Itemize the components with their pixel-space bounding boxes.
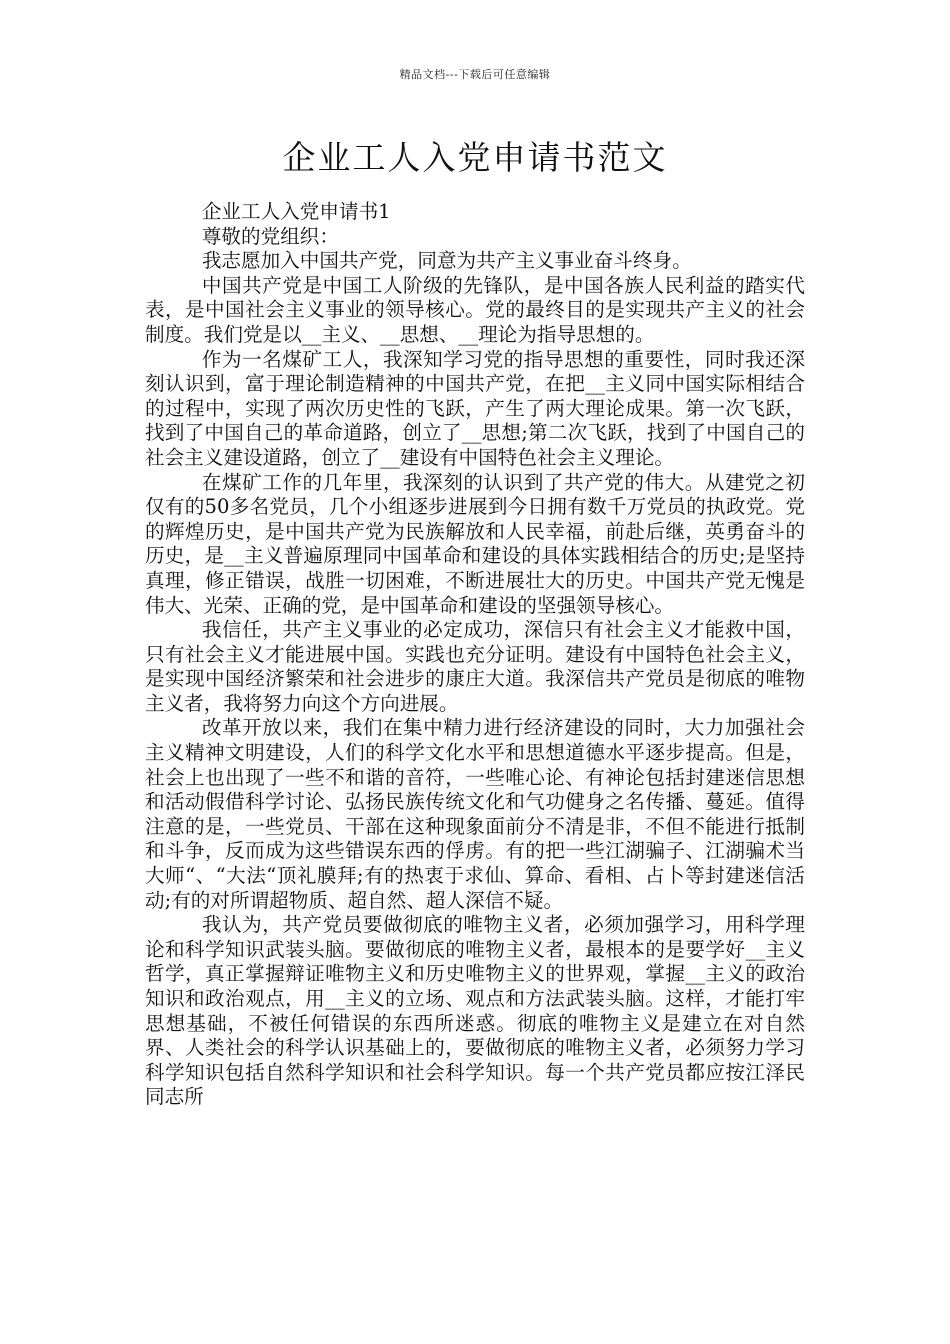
document-body (145, 200, 805, 1110)
paragraph: 中国共产党是中国工人阶级的先锋队，是中国各族人民利益的踏实代表，是中国社会主义事业的领导核心。党的最终目的是实现共产主义的社会制度。我们党是以__主义、__思想、__理论为指导思想的。 (145, 273, 805, 346)
paragraph-salutation: 尊敬的党组织： (201, 224, 339, 248)
page-header: 精品文档---下载后可任意编辑 (399, 68, 551, 81)
paragraph-heading: 企业工人入党申请书1 (201, 200, 391, 223)
paragraph: 我信任，共产主义事业的必定成功，深信只有社会主义才能救中国，只有社会主义才能进展中国。实践也充分证明。建设有中国特色社会主义，是实现中国经济繁荣和社会进步的康庄大道。我深信共产党员是彻底的唯物主义者，我将努力向这个方向进展。 (145, 618, 805, 715)
document-title: 企业工人入党申请书范文 (282, 138, 668, 177)
paragraph: 改革开放以来，我们在集中精力进行经济建设的同时，大力加强社会主义精神文明建设，人们的科学文化水平和思想道德水平逐步提高。但是，社会上也出现了一些不和谐的音符，一些唯心论、有神论包括封建迷信思想和活动假借科学讨论、弘扬民族传统文化和气功健身之名传播、蔓延。值得注意的是，一些党员、干部在这种现象面前分不清是非，不但不能进行抵制和斗争，反而成为这些错误东西的俘虏。有的把一些江湖骗子、江湖骗术当大师“、“大法“顶礼膜拜;有的热衷于求仙、算命、看相、占卜等封建迷信活动;有的对所谓超物质、超自然、超人深信不疑。 (145, 716, 805, 912)
paragraph: 我志愿加入中国共产党，同意为共产主义事业奋斗终身。 (201, 249, 692, 273)
paragraph: 作为一名煤矿工人，我深知学习党的指导思想的重要性，同时我还深刻认识到，富于理论制造精神的中国共产党，在把__主义同中国实际相结合的过程中，实现了两次历史性的飞跃，产生了两大理论成果。第一次飞跃，找到了中国自己的革命道路，创立了__思想;第二次飞跃，找到了中国自己的社会主义建设道路，创立了__建设有中国特色社会主义理论。 (145, 347, 805, 469)
paragraph: 在煤矿工作的几年里，我深刻的认识到了共产党的伟大。从建党之初仅有的50多名党员，几个小组逐步进展到今日拥有数千万党员的执政党。党的辉煌历史，是中国共产党为民族解放和人民幸福，前赴后继，英勇奋斗的历史，是__主义普遍原理同中国革命和建设的具体实践相结合的历史;是坚持真理，修正错误，战胜一切困难，不断进展壮大的历史。中国共产党无愧是伟大、光荣、正确的党，是中国革命和建设的坚强领导核心。 (145, 470, 805, 617)
paragraph: 我认为，共产党员要做彻底的唯物主义者，必须加强学习，用科学理论和科学知识武装头脑。要做彻底的唯物主义者，最根本的是要学好__主义哲学，真正掌握辩证唯物主义和历史唯物主义的世界观，掌握__主义的政治知识和政治观点，用__主义的立场、观点和方法武装头脑。这样，才能打牢思想基础，不被任何错误的东西所迷惑。彻底的唯物主义是建立在对自然界、人类社会的科学认识基础上的，要做彻底的唯物主义者，必须努力学习科学知识包括自然科学知识和社会科学知识。每一个共产党员都应按江泽民同志所 (145, 913, 805, 1109)
